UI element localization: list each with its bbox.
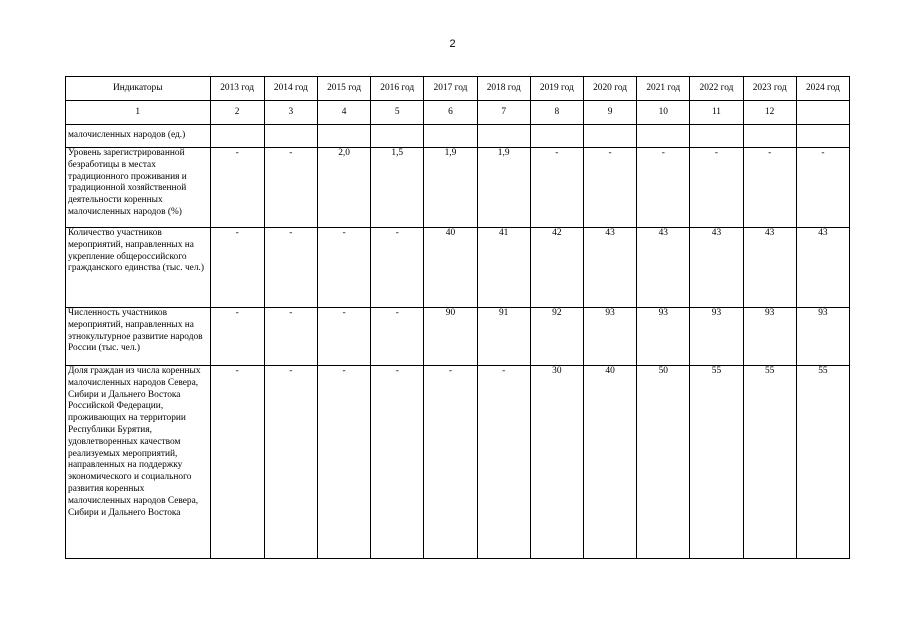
table-row <box>66 366 850 559</box>
column-number-cell: 2 <box>210 101 264 125</box>
value-cell: 43 <box>583 228 636 308</box>
value-cell <box>743 125 796 148</box>
value-cell: - <box>583 148 636 228</box>
value-cell: 30 <box>530 366 583 559</box>
column-number-cell: 6 <box>424 101 477 125</box>
value-cell: 40 <box>424 228 477 308</box>
value-cell: 90 <box>424 308 477 366</box>
value-cell: 1,9 <box>477 148 530 228</box>
value-cell <box>371 125 424 148</box>
value-cell <box>477 125 530 148</box>
header-cell-year: 2021 год <box>637 77 690 101</box>
value-cell: 1,9 <box>424 148 477 228</box>
value-cell: - <box>317 308 370 366</box>
value-cell: 40 <box>583 366 636 559</box>
column-number-cell <box>796 101 849 125</box>
value-cell: - <box>317 228 370 308</box>
header-cell-year: 2016 год <box>371 77 424 101</box>
page-number: 2 <box>449 38 456 50</box>
value-cell: 93 <box>796 308 849 366</box>
value-cell <box>690 125 743 148</box>
value-cell <box>210 125 264 148</box>
column-number-cell: 3 <box>264 101 317 125</box>
value-cell: - <box>264 308 317 366</box>
value-cell: 93 <box>690 308 743 366</box>
header-cell-year: 2022 год <box>690 77 743 101</box>
value-cell: 43 <box>637 228 690 308</box>
header-row <box>66 77 850 101</box>
column-number-cell: 8 <box>530 101 583 125</box>
value-cell: 43 <box>743 228 796 308</box>
value-cell <box>796 125 849 148</box>
column-number-cell: 12 <box>743 101 796 125</box>
value-cell <box>637 125 690 148</box>
value-cell <box>317 125 370 148</box>
header-cell-year: 2015 год <box>317 77 370 101</box>
header-cell-year: 2018 год <box>477 77 530 101</box>
value-cell: - <box>690 148 743 228</box>
header-cell-indicators: Индикаторы <box>66 77 211 101</box>
value-cell: - <box>371 228 424 308</box>
value-cell: - <box>424 366 477 559</box>
value-cell: - <box>264 148 317 228</box>
header-cell-year: 2019 год <box>530 77 583 101</box>
value-cell <box>530 125 583 148</box>
value-cell: 91 <box>477 308 530 366</box>
value-cell: 41 <box>477 228 530 308</box>
value-cell: - <box>210 148 264 228</box>
value-cell: - <box>210 366 264 559</box>
value-cell: - <box>530 148 583 228</box>
header-cell-year: 2017 год <box>424 77 477 101</box>
value-cell <box>264 125 317 148</box>
value-cell: 55 <box>743 366 796 559</box>
header-cell-year: 2020 год <box>583 77 636 101</box>
value-cell: 2,0 <box>317 148 370 228</box>
value-cell: - <box>210 228 264 308</box>
header-cell-year: 2024 год <box>796 77 849 101</box>
indicator-label: Численность участников мероприятий, направленных на этнокультурное развитие народов России (тыс. чел.) <box>66 308 211 366</box>
value-cell: - <box>371 308 424 366</box>
column-number-cell: 11 <box>690 101 743 125</box>
column-number-cell: 7 <box>477 101 530 125</box>
value-cell: 42 <box>530 228 583 308</box>
indicators-table <box>65 76 850 559</box>
column-number-cell: 5 <box>371 101 424 125</box>
column-number-cell: 4 <box>317 101 370 125</box>
value-cell: 93 <box>583 308 636 366</box>
table-row <box>66 125 850 148</box>
value-cell: 1,5 <box>371 148 424 228</box>
value-cell: - <box>264 228 317 308</box>
value-cell: - <box>637 148 690 228</box>
table-row <box>66 148 850 228</box>
indicator-label: Доля граждан из числа коренных малочисленных народов Севера, Сибири и Дальнего Востока Российской Федерации, проживающих на территории Республики Бурятия, удовлетворенных качеством реализуемых мероприятий, направленных на поддержку экономического и социального развития коренных малочисленных народов Севера, Сибири и Дальнего Востока <box>66 366 211 559</box>
value-cell: - <box>477 366 530 559</box>
indicator-label: малочисленных народов (ед.) <box>66 125 211 148</box>
header-cell-year: 2023 год <box>743 77 796 101</box>
value-cell: - <box>371 366 424 559</box>
value-cell: - <box>796 148 849 228</box>
indicator-label: Количество участников мероприятий, направленных на укрепление общероссийского гражданского единства (тыс. чел.) <box>66 228 211 308</box>
header-cell-year: 2013 год <box>210 77 264 101</box>
value-cell: - <box>317 366 370 559</box>
value-cell: 55 <box>690 366 743 559</box>
table-row <box>66 228 850 308</box>
value-cell: 92 <box>530 308 583 366</box>
value-cell: 43 <box>690 228 743 308</box>
value-cell: - <box>743 148 796 228</box>
column-number-row <box>66 101 850 125</box>
value-cell <box>424 125 477 148</box>
header-cell-year: 2014 год <box>264 77 317 101</box>
value-cell: - <box>210 308 264 366</box>
value-cell: 55 <box>796 366 849 559</box>
table-row <box>66 308 850 366</box>
column-number-cell: 1 <box>66 101 211 125</box>
column-number-cell: 10 <box>637 101 690 125</box>
value-cell: 93 <box>637 308 690 366</box>
indicator-label: Уровень зарегистрированной безработицы в местах традиционного проживания и традиционной хозяйственной деятельности коренных малочисленных народов (%) <box>66 148 211 228</box>
value-cell: 93 <box>743 308 796 366</box>
value-cell <box>583 125 636 148</box>
value-cell: 50 <box>637 366 690 559</box>
value-cell: 43 <box>796 228 849 308</box>
column-number-cell: 9 <box>583 101 636 125</box>
value-cell: - <box>264 366 317 559</box>
